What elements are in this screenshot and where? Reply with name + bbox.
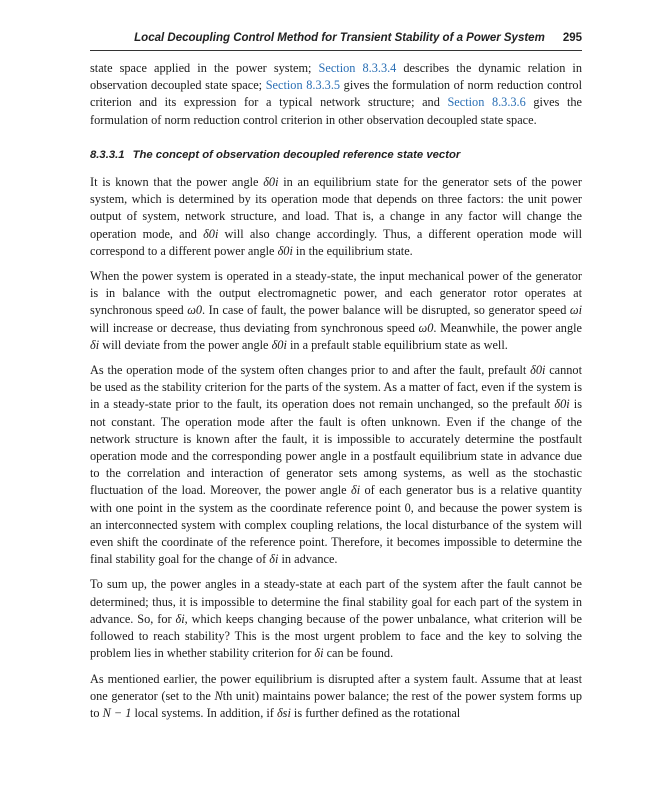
section-link[interactable]: Section 8.3.3.5 — [265, 78, 341, 93]
section-title: The concept of observation decoupled reference state vector — [132, 148, 461, 161]
math-delta0i: δ0i — [271, 337, 287, 352]
paragraph-5: As mentioned earlier, the power equilibrium is disrupted after a system fault. Assume that at least one generator (set to the Nth unit) maintains power balance; the rest of the power system forms up to N − 1 local systems. In addition, if δsi is further defined as the rotational — [90, 671, 582, 720]
intro-paragraph: state space applied in the power system; Section 8.3.3.4 describes the dynamic relation in observation decoupled state space; Section 8.3.3.5 gives the formulation of norm reduction control criterion and its expression for a typical network structure; and Section 8.3.3.6 gives the formulation of norm reduction control criterion in other observation decoupled state space. — [90, 61, 582, 127]
math-delta0i: δ0i — [554, 397, 570, 412]
section-link[interactable]: Section 8.3.3.6 — [447, 95, 526, 110]
math-delta0i: δ0i — [277, 243, 293, 258]
math-delta-si: δsi — [276, 705, 291, 720]
math-delta0i: δ0i — [530, 363, 546, 378]
math-omega0: ω0 — [187, 303, 203, 318]
math-delta0i: δ0i — [203, 226, 219, 241]
math-delta-i: δi — [314, 646, 324, 661]
math-delta-i: δi — [351, 483, 361, 498]
section-link[interactable]: Section 8.3.3.4 — [318, 61, 397, 75]
running-head — [90, 32, 582, 44]
paragraph-3: As the operation mode of the system often changes prior to and after the fault, prefault δ0i cannot be used as the stability criterion for the parts of the system. As a matter of fact, even if the system is in a steady-state prior to the fault, its operation does not remain unchanged, so the prefault δ0i is not constant. The operation mode after the fault is often unknown. Even if the change of the network structure is known after the fault, it is impossible to accurately determine the postfault operation mode and the corresponding power angle in a postfault equilibrium state in advance due to the correlation and interaction of generator sets among systems, as well as the stochastic fluctuation of the load. Moreover, the power angle δi of each generator bus is a relative quantity with one point in the system as the coordinate reference point 0, and because the power system is an interconnected system with complex coupling relations, the local disturbance of the system will even shift the coordinate of the reference point. Therefore, it becomes impossible to determine the final stability goal for the change of δi in advance. — [90, 363, 582, 567]
math-delta-i: δi — [90, 337, 100, 352]
header-rule — [90, 50, 582, 51]
math-N-minus-1: N − 1 — [102, 705, 132, 720]
paragraph-4: To sum up, the power angles in a steady-state at each part of the system after the fault cannot be determined; thus, it is impossible to determine the final stability goal for each part of the system in advance. So, for δi, which keeps changing because of the power unbalance, what criterion will be followed to reach stability? This is the most urgent problem to face and the key to solving the problem lies in whether stability criterion for δi can be found. — [90, 577, 582, 661]
math-N: N — [214, 688, 223, 703]
running-head-title: Local Decoupling Control Method for Transient Stability of a Power System — [134, 32, 545, 44]
paragraph-1: It is known that the power angle δ0i in an equilibrium state for the generator sets of the power system, which is determined by its operation mode that depends on three factors: the unit power output of system, network structure, and load. That is, a change in any factor will change the operation mode, and δ0i will also change accordingly. Thus, a different operation mode will correspond to a different power angle δ0i in the equilibrium state. — [90, 175, 583, 258]
math-omega0: ω0 — [418, 320, 434, 335]
page-number: 295 — [562, 32, 582, 44]
math-delta-i: δi — [269, 552, 279, 567]
section-number: 8.3.3.1 — [90, 148, 125, 161]
body-text — [90, 60, 582, 730]
paragraph-2: When the power system is operated in a steady-state, the input mechanical power of the generator is in balance with the output electromagnetic power, and each generator rotor operates at synchronous speed ω0. In case of fault, the power balance will be disrupted, so generator speed ωi will increase or decrease, thus deviating from synchronous speed ω0. Meanwhile, the power angle δi will deviate from the power angle δ0i in a prefault stable equilibrium state as well. — [90, 269, 582, 352]
section-heading — [90, 147, 582, 164]
math-omega-i: ωi — [569, 303, 582, 318]
math-delta0i: δ0i — [263, 175, 279, 190]
math-delta-i: δi — [175, 611, 185, 626]
